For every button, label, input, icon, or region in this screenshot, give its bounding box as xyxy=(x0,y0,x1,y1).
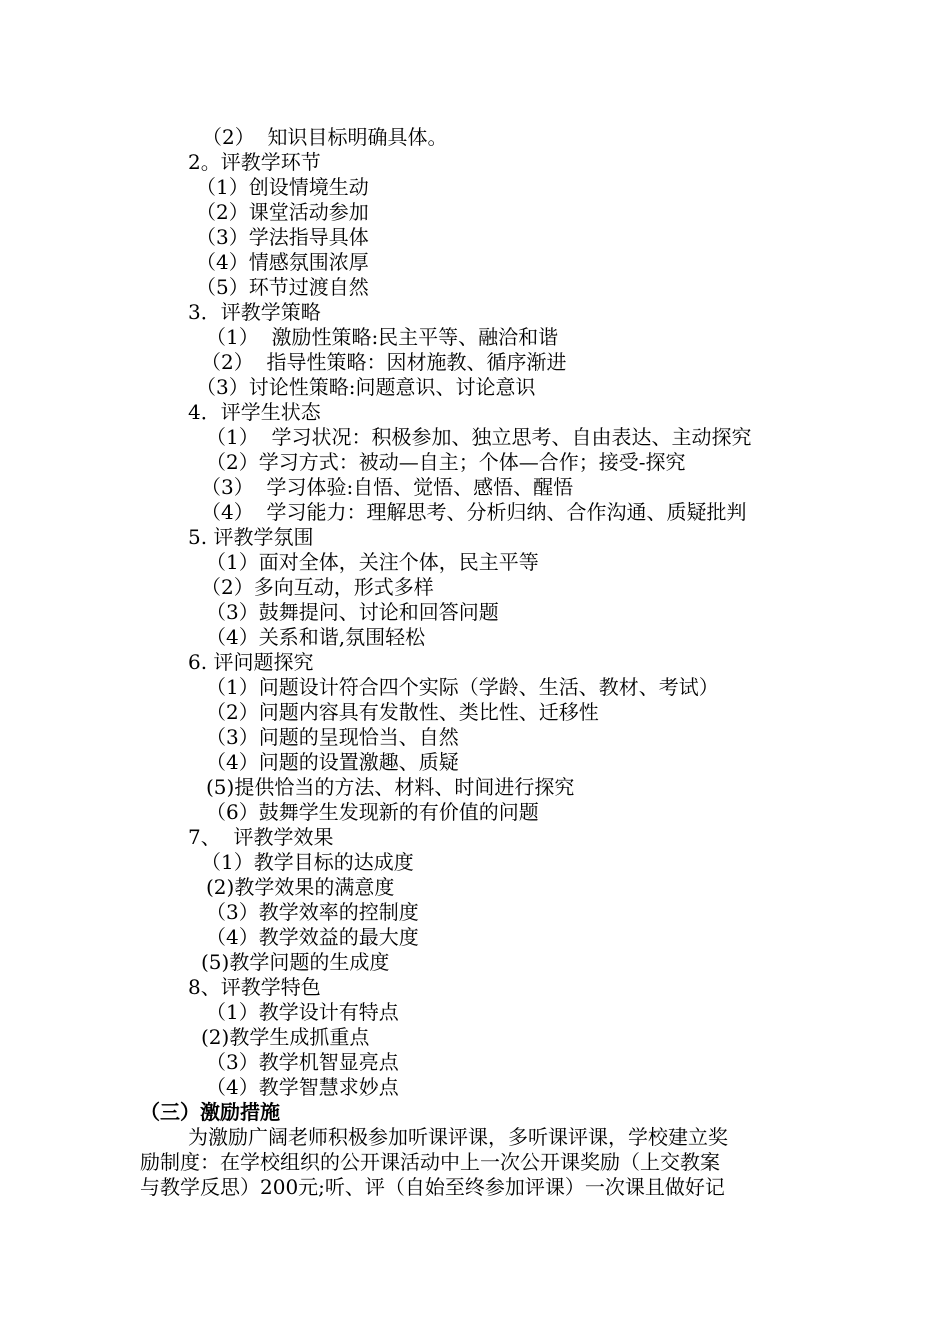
list-item: (5)教学问题的生成度 xyxy=(201,950,390,974)
list-item: （3）鼓舞提问、讨论和回答问题 xyxy=(206,600,499,624)
list-item: （1）教学目标的达成度 xyxy=(201,850,414,874)
list-item: （4） 学习能力：理解思考、分析归纳、合作沟通、质疑批判 xyxy=(201,500,747,524)
list-item: （2）问题内容具有发散性、类比性、迁移性 xyxy=(206,700,599,724)
list-item: （1）面对全体，关注个体，民主平等 xyxy=(206,550,539,574)
paragraph-line: 为激励广阔老师积极参加听课评课，多听课评课，学校建立奖 xyxy=(188,1125,728,1149)
list-item: （4）问题的设置激趣、质疑 xyxy=(206,750,459,774)
section-title: 4．评学生状态 xyxy=(188,400,321,424)
list-item: （4）教学效益的最大度 xyxy=(206,925,419,949)
list-item: （3）讨论性策略:问题意识、讨论意识 xyxy=(196,375,536,399)
list-item: (5)提供恰当的方法、材料、时间进行探究 xyxy=(206,775,575,799)
list-item: （5）环节过渡自然 xyxy=(196,275,369,299)
section-title: 8、评教学特色 xyxy=(188,975,321,999)
list-item: （2）课堂活动参加 xyxy=(196,200,369,224)
section-title: 5. 评教学氛围 xyxy=(188,525,314,549)
list-item: （2） 知识目标明确具体。 xyxy=(202,125,448,149)
list-item: （3）教学效率的控制度 xyxy=(206,900,419,924)
list-item: （1）问题设计符合四个实际（学龄、生活、教材、考试） xyxy=(206,675,719,699)
list-item: （1）教学设计有特点 xyxy=(206,1000,399,1024)
list-item: （2） 指导性策略：因材施教、循序渐进 xyxy=(201,350,567,374)
paragraph-line: 励制度：在学校组织的公开课活动中上一次公开课奖励（上交教案 xyxy=(140,1150,720,1174)
list-item: （1） 激励性策略:民主平等、融洽和谐 xyxy=(206,325,559,349)
list-item: （2）多向互动，形式多样 xyxy=(201,575,434,599)
paragraph-line: 与教学反思）200元;听、评（自始至终参加评课）一次课且做好记 xyxy=(140,1175,725,1199)
list-item: （3） 学习体验:自悟、觉悟、感悟、醒悟 xyxy=(201,475,574,499)
list-item: （3）学法指导具体 xyxy=(196,225,369,249)
section-title: 2。评教学环节 xyxy=(188,150,321,174)
list-item: （1）创设情境生动 xyxy=(196,175,369,199)
list-item: （4）关系和谐,氛围轻松 xyxy=(206,625,426,649)
list-item: （3）问题的呈现恰当、自然 xyxy=(206,725,459,749)
list-item: （4）教学智慧求妙点 xyxy=(206,1075,399,1099)
list-item: （6）鼓舞学生发现新的有价值的问题 xyxy=(206,800,539,824)
section-title: 6. 评问题探究 xyxy=(188,650,314,674)
list-item: (2)教学生成抓重点 xyxy=(201,1025,370,1049)
list-item: （3）教学机智显亮点 xyxy=(206,1050,399,1074)
list-item: （2）学习方式：被动—自主；个体—合作；接受-探究 xyxy=(206,450,686,474)
list-item: （4）情感氛围浓厚 xyxy=(196,250,369,274)
section-title: 7、 评教学效果 xyxy=(188,825,334,849)
section-title: 3．评教学策略 xyxy=(188,300,321,324)
list-item: （1） 学习状况：积极参加、独立思考、自由表达、主动探究 xyxy=(206,425,752,449)
section-heading: （三）激励措施 xyxy=(140,1100,280,1124)
list-item: (2)教学效果的满意度 xyxy=(206,875,395,899)
